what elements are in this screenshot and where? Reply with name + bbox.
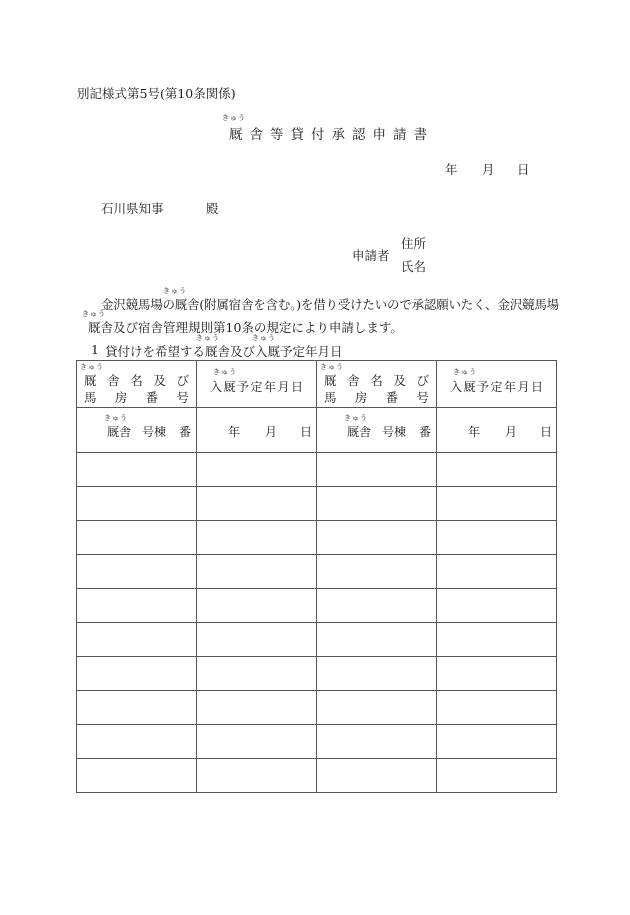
- body-line2: 厩舎及び宿舎管理規則第10条の規定により申請します。: [88, 320, 403, 335]
- sub-ban-label: 番: [419, 425, 432, 439]
- table-cell[interactable]: [437, 691, 557, 725]
- header-date-label: 入厩予定年月日: [450, 380, 545, 394]
- page-title: 厩舎等貸付承認申請書: [229, 127, 434, 143]
- sub-building-cell-2: [317, 408, 437, 453]
- sub-building-label: 厩舎: [347, 425, 372, 439]
- section1-heading: 貸付けを希望する厩舎及び入厩予定年月日: [105, 344, 343, 359]
- header-name-line1: 厩 舎 名 及 び: [84, 373, 189, 388]
- header-name-line2: 馬 房 番 号: [84, 390, 189, 405]
- table-cell[interactable]: [437, 521, 557, 555]
- section1-number: 1: [91, 342, 99, 357]
- sub-ruby: きゅう: [344, 414, 368, 422]
- header-date-ruby: きゅう: [213, 368, 237, 376]
- addressee-honorific: 殿: [206, 201, 219, 216]
- sub-date-cell-1: [197, 408, 317, 453]
- table-cell[interactable]: [437, 555, 557, 589]
- header-ruby: きゅう: [80, 363, 104, 371]
- table-cell[interactable]: [317, 521, 437, 555]
- table-cell[interactable]: [317, 589, 437, 623]
- sub-building-cell-1: [77, 408, 197, 453]
- table-cell[interactable]: [317, 555, 437, 589]
- application-table: [76, 360, 557, 793]
- table-cell[interactable]: [77, 725, 197, 759]
- table-cell[interactable]: [437, 589, 557, 623]
- table-cell[interactable]: [317, 657, 437, 691]
- table-cell[interactable]: [197, 453, 317, 487]
- table-body: [77, 453, 557, 793]
- table-cell[interactable]: [437, 487, 557, 521]
- table-cell[interactable]: [197, 623, 317, 657]
- table-cell[interactable]: [197, 725, 317, 759]
- table-row: [77, 657, 557, 691]
- table-cell[interactable]: [197, 657, 317, 691]
- sub-day-label: 日: [300, 425, 313, 439]
- table-cell[interactable]: [77, 453, 197, 487]
- header-date-label: 入厩予定年月日: [210, 380, 305, 394]
- table-cell[interactable]: [437, 623, 557, 657]
- table-row: [77, 555, 557, 589]
- sub-date-cell-2: [437, 408, 557, 453]
- form-label: 別記様式第5号(第10条関係): [77, 86, 236, 101]
- table-cell[interactable]: [197, 691, 317, 725]
- table-cell[interactable]: [317, 759, 437, 793]
- table-row: [77, 623, 557, 657]
- table-cell[interactable]: [437, 453, 557, 487]
- table-row: [77, 487, 557, 521]
- table-cell[interactable]: [317, 487, 437, 521]
- body-line2-ruby: きゅう: [82, 310, 106, 318]
- table-cell[interactable]: [77, 487, 197, 521]
- applicant-label: 申請者: [352, 248, 390, 263]
- applicant-name-label: 氏名: [401, 259, 427, 274]
- table-cell[interactable]: [77, 691, 197, 725]
- table-header-row: [77, 361, 557, 408]
- table-cell[interactable]: [437, 759, 557, 793]
- table-cell[interactable]: [437, 657, 557, 691]
- table-row: [77, 589, 557, 623]
- table-cell[interactable]: [317, 453, 437, 487]
- date-day-label: 日: [517, 162, 530, 177]
- table-cell[interactable]: [317, 725, 437, 759]
- sub-ban-label: 番: [179, 425, 192, 439]
- table-cell[interactable]: [77, 589, 197, 623]
- sub-ruby: きゅう: [104, 414, 128, 422]
- table-cell[interactable]: [197, 521, 317, 555]
- table-cell[interactable]: [77, 555, 197, 589]
- date-year-label: 年: [445, 162, 458, 177]
- header-date-cell-1: [197, 361, 317, 408]
- section1-ruby2: きゅう: [252, 334, 276, 342]
- table-row: [77, 521, 557, 555]
- section1-ruby1: きゅう: [196, 334, 220, 342]
- sub-number-label: 号棟: [142, 425, 167, 439]
- body-line1: 金沢競馬場の厩舎(附属宿舎を含む。)を借り受けたいので承認願いたく、金沢競馬場: [101, 297, 559, 312]
- table-subheader-row: [77, 408, 557, 453]
- table-cell[interactable]: [197, 555, 317, 589]
- sub-number-label: 号棟: [382, 425, 407, 439]
- table-cell[interactable]: [77, 657, 197, 691]
- header-date-ruby: きゅう: [453, 368, 477, 376]
- table-cell[interactable]: [437, 725, 557, 759]
- header-building-name-cell-2: [317, 361, 437, 408]
- addressee-name: 石川県知事: [101, 201, 164, 216]
- body-line1-ruby: きゅう: [163, 287, 187, 295]
- table-cell[interactable]: [317, 691, 437, 725]
- table-cell[interactable]: [197, 759, 317, 793]
- table-row: [77, 691, 557, 725]
- sub-year-label: 年: [468, 425, 481, 439]
- title-ruby: きゅう: [222, 114, 246, 122]
- header-ruby: きゅう: [320, 363, 344, 371]
- header-date-cell-2: [437, 361, 557, 408]
- header-name-line2: 馬 房 番 号: [324, 390, 429, 405]
- table-cell[interactable]: [317, 623, 437, 657]
- sub-year-label: 年: [228, 425, 241, 439]
- table-cell[interactable]: [77, 521, 197, 555]
- sub-month-label: 月: [265, 425, 278, 439]
- header-name-line1: 厩 舎 名 及 び: [324, 373, 429, 388]
- date-month-label: 月: [482, 162, 495, 177]
- header-building-name-cell-1: [77, 361, 197, 408]
- table-row: [77, 453, 557, 487]
- table-cell[interactable]: [197, 487, 317, 521]
- sub-month-label: 月: [505, 425, 518, 439]
- table-cell[interactable]: [77, 759, 197, 793]
- sub-building-label: 厩舎: [107, 425, 132, 439]
- sub-day-label: 日: [540, 425, 553, 439]
- applicant-address-label: 住所: [401, 236, 427, 251]
- table-cell[interactable]: [77, 623, 197, 657]
- table-cell[interactable]: [197, 589, 317, 623]
- table-row: [77, 759, 557, 793]
- table-row: [77, 725, 557, 759]
